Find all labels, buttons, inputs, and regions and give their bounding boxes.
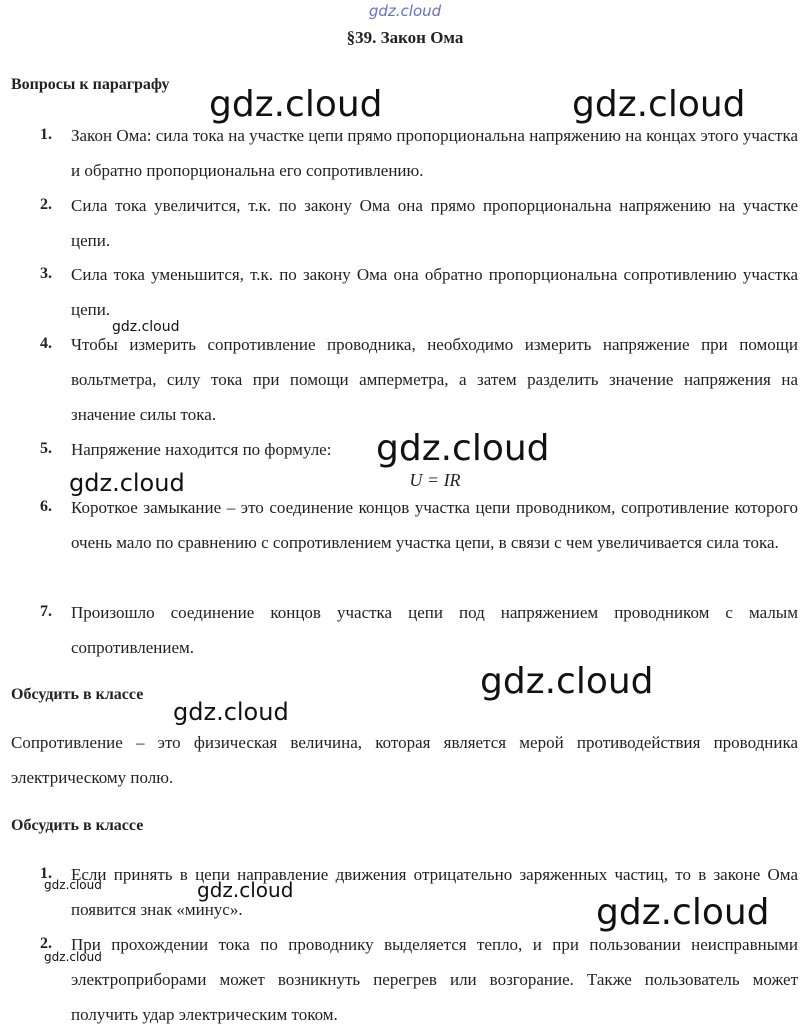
section-heading-questions: Вопросы к параграфу bbox=[11, 76, 170, 93]
list-item-text: Закон Ома: сила тока на участке цепи прямо пропорциональна напряжению на концах этого участка и обратно пропорциональна его сопротивлению. bbox=[71, 126, 798, 180]
list-item-number: 2. bbox=[40, 935, 52, 952]
watermark: gdz.cloud bbox=[572, 84, 746, 125]
paragraph-text: Сопротивление – это физическая величина, которая является мерой противодействия проводника электрическому полю. bbox=[11, 733, 798, 787]
list-item-text: Если принять в цепи направление движения отрицательно заряженных частиц, то в законе Ома появится знак «минус». bbox=[71, 865, 798, 919]
list-item-number: 3. bbox=[40, 265, 52, 282]
list-item-text: Сила тока уменьшится, т.к. по закону Ома она обратно пропорциональна сопротивлению участка цепи. bbox=[71, 265, 798, 319]
site-logo-top: gdz.cloud bbox=[368, 2, 442, 20]
watermark: gdz.cloud bbox=[209, 84, 383, 125]
list-item-number: 2. bbox=[40, 196, 52, 213]
watermark: gdz.cloud bbox=[44, 950, 102, 964]
watermark: gdz.cloud bbox=[112, 319, 180, 335]
formula: U = IR bbox=[409, 470, 461, 490]
section-heading-discuss: Обсудить в классе bbox=[11, 686, 144, 703]
list-item-text: Напряжение находится по формуле: bbox=[71, 440, 332, 459]
list-item-text: Произошло соединение концов участка цепи под напряжением проводником с малым сопротивлением. bbox=[71, 603, 798, 657]
section-heading-discuss-2: Обсудить в классе bbox=[11, 817, 144, 834]
list-item-text: Короткое замыкание – это соединение концов участка цепи проводником, сопротивление которого очень мало по сравнению с сопротивлением участка цепи, в связи с чем увеличивается сила тока. bbox=[71, 498, 798, 552]
page-title: §39. Закон Ома bbox=[346, 28, 464, 47]
watermark: gdz.cloud bbox=[173, 698, 289, 726]
list-item-text: Чтобы измерить сопротивление проводника, необходимо измерить напряжение при помощи вольтметра, силу тока при помощи амперметра, а затем разделить значение напряжения на значение силы тока. bbox=[71, 335, 798, 424]
watermark: gdz.cloud bbox=[44, 878, 102, 892]
watermark: gdz.cloud bbox=[69, 469, 185, 497]
list-item-text: Сила тока увеличится, т.к. по закону Ома она прямо пропорциональна напряжению на участке цепи. bbox=[71, 196, 798, 250]
list-item-number: 7. bbox=[40, 603, 52, 620]
watermark: gdz.cloud bbox=[480, 661, 654, 702]
watermark: gdz.cloud bbox=[596, 892, 770, 933]
watermark: gdz.cloud bbox=[197, 878, 294, 902]
watermark: gdz.cloud bbox=[376, 428, 550, 469]
list-item-number: 5. bbox=[40, 440, 52, 457]
list-item-number: 6. bbox=[40, 498, 52, 515]
list-item-text: При прохождении тока по проводнику выделяется тепло, и при пользовании неисправными электроприборами может возникнуть перегрев или возгорание. Также пользователь может получить удар электрическим током. bbox=[71, 935, 798, 1024]
list-item-number: 1. bbox=[40, 865, 52, 882]
list-item-number: 1. bbox=[40, 126, 52, 143]
list-item-number: 4. bbox=[40, 335, 52, 352]
